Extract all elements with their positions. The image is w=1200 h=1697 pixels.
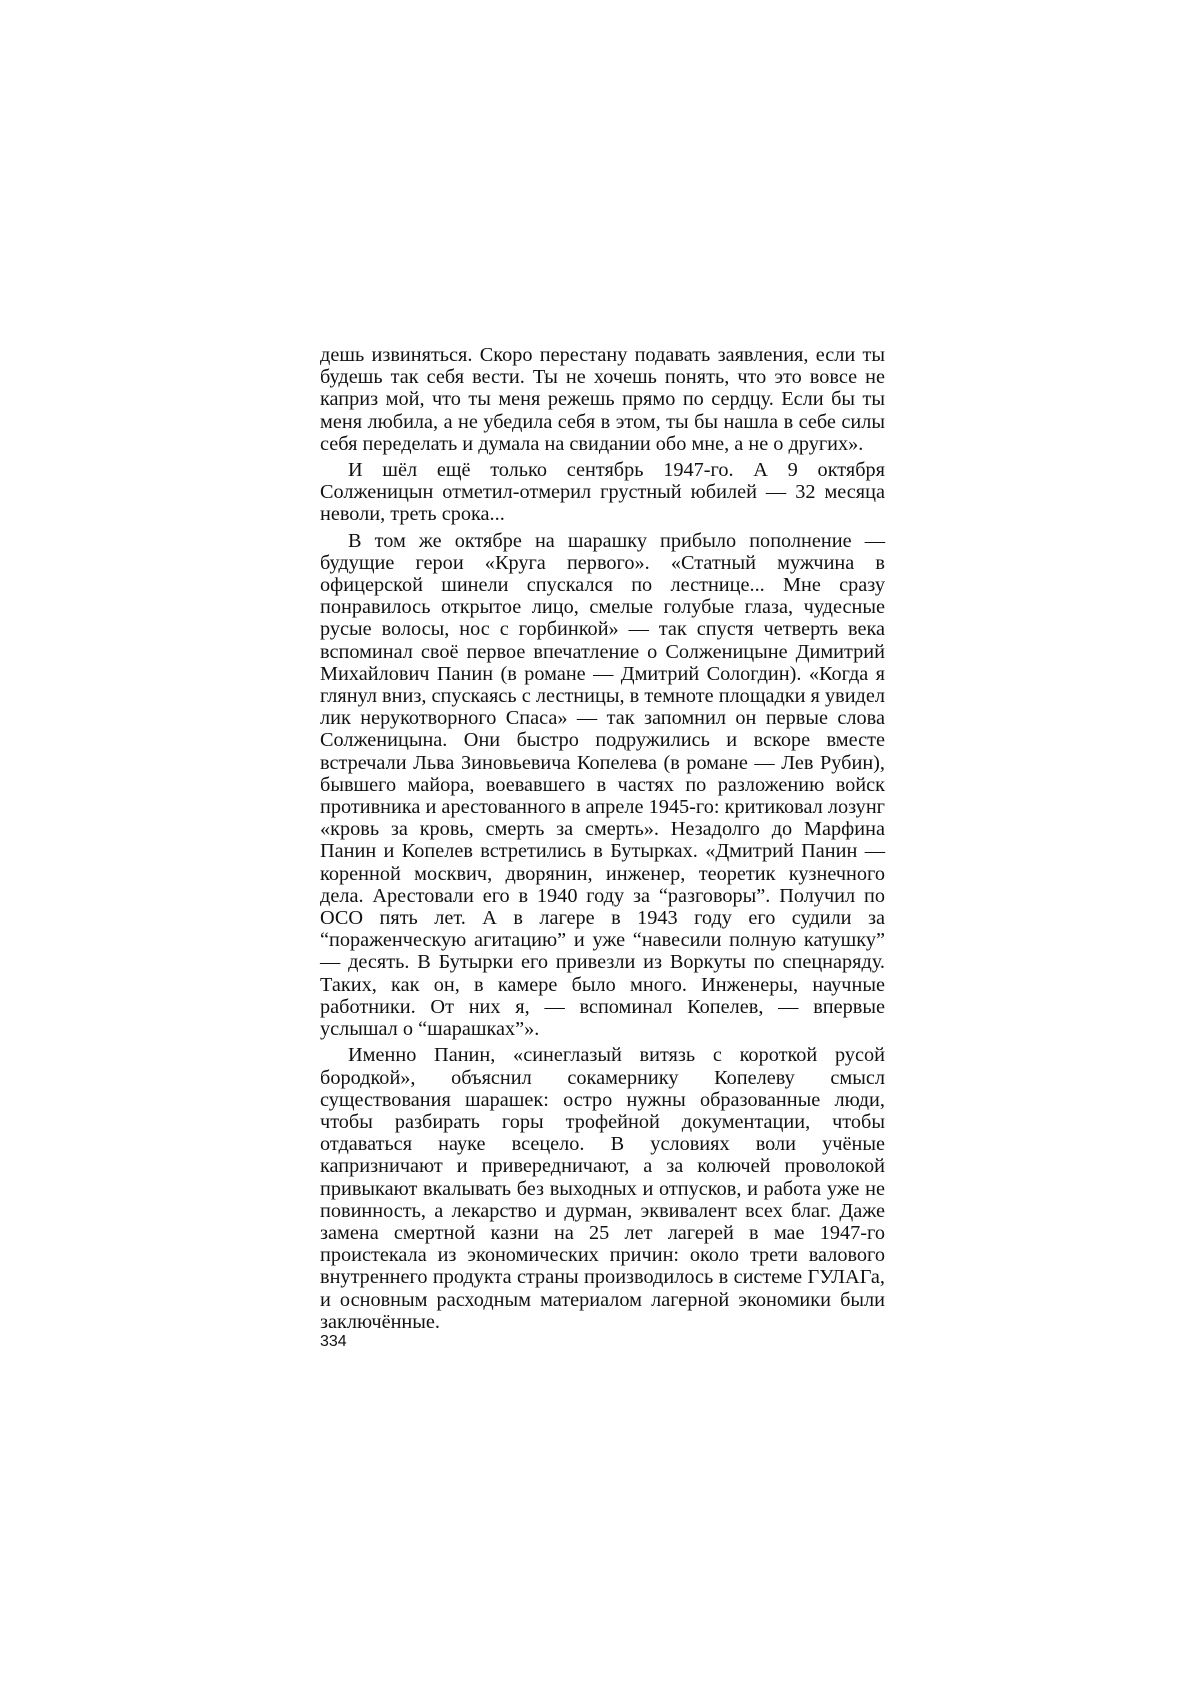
body-text (320, 344, 885, 1333)
paragraph-continuation: дешь извиняться. Скоро перестану подавать заявления, если ты будешь так себя вести. Ты не хочешь понять, что это вовсе не каприз мой, что ты меня режешь прямо по сердцу. Если бы ты меня любила, а не убедила себя в этом, ты бы нашла в себе силы себя переделать и думала на свидании обо мне, а не о других». (320, 344, 885, 455)
paragraph: В том же октябре на шарашку прибыло пополнение — будущие герои «Круга первого». «Статный мужчина в офицерской шинели спускался по лестнице... Мне сразу понравилось открытое лицо, смелые голубые глаза, чудесные русые волосы, нос с горбинкой» — так спустя четверть века вспоминал своё первое впечатление о Солженицыне Димитрий Михайлович Панин (в романе — Дмитрий Сологдин). «Когда я глянул вниз, спускаясь с лестницы, в темноте площадки я увидел лик нерукотворного Спаса» — так запомнил он первые слова Солженицына. Они быстро подружились и вскоре вместе встречали Льва Зиновьевича Копелева (в романе — Лев Рубин), бывшего майора, воевавшего в частях по разложению войск противника и арестованного в апреле 1945-го: критиковал лозунг «кровь за кровь, смерть за смерть». Незадолго до Марфина Панин и Копелев встретились в Бутырках. «Дмитрий Панин — коренной москвич, дворянин, инженер, теоретик кузнечного дела. Арестовали его в 1940 году за “разговоры”. Получил по ОСО пять лет. А в лагере в 1943 году его судили за “пораженческую агитацию” и уже “навесили полную катушку” — десять. В Бутырки его привезли из Воркуты по спецнаряду. Таких, как он, в камере было много. Инженеры, научные работники. От них я, — вспоминал Копелев, — впервые услышал о “шарашках”». (320, 529, 885, 1041)
page-number: 334 (320, 1333, 347, 1350)
paragraph: И шёл ещё только сентябрь 1947-го. А 9 октября Солженицын отметил-отмерил грустный юбилей — 32 месяца неволи, треть срока... (320, 459, 885, 526)
paragraph: Именно Панин, «синеглазый витязь с короткой русой бородкой», объяснил сокамернику Копелеву смысл существования шарашек: остро нужны образованные люди, чтобы разбирать горы трофейной документации, чтобы отдаваться науке всецело. В условиях воли учёные капризничают и привередничают, а за колючей проволокой привыкают вкалывать без выходных и отпусков, и работа уже не повинность, а лекарство и дурман, эквивалент всех благ. Даже замена смертной казни на 25 лет лагерей в мае 1947-го проистекала из экономических причин: около трети валового внутреннего продукта страны производилось в системе ГУЛАГа, и основным расходным материалом лагерной экономики были заключённые. (320, 1044, 885, 1333)
